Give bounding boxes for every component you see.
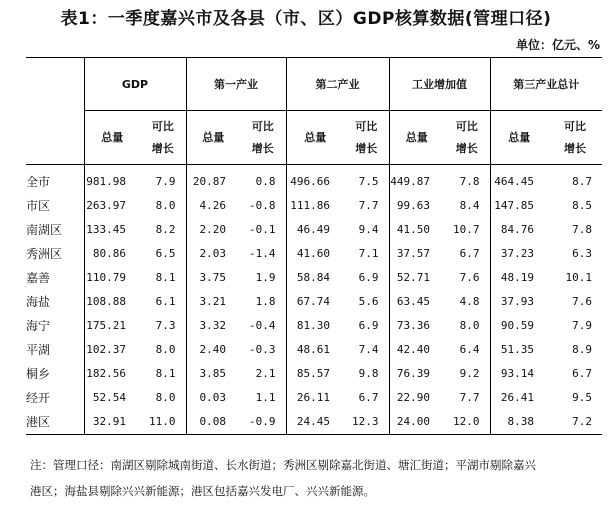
total-value: 496.66: [286, 165, 344, 194]
growth-value: -0.1: [249, 222, 276, 236]
growth-value: 7.6: [572, 295, 593, 309]
footnote-line: 港区；海盐县剔除兴兴新能源；港区包括嘉兴发电厂、兴兴新能源。: [30, 484, 375, 498]
total-value: 46.49: [286, 217, 344, 241]
growth-value: 9.2: [459, 367, 480, 381]
growth-value: -0.8: [249, 198, 276, 212]
region-name: 海宁: [26, 319, 51, 334]
total-value: 8.38: [490, 410, 548, 435]
table-row: [26, 193, 602, 217]
growth-value: -1.4: [249, 246, 276, 260]
total-value: 73.36: [389, 314, 444, 338]
growth-value: 10.7: [453, 222, 480, 236]
growth-value: 9.4: [358, 222, 379, 236]
growth-value: 1.1: [255, 391, 276, 405]
subheader-growth: 可比 增长: [344, 111, 389, 165]
total-value: 263.97: [84, 193, 140, 217]
growth-value: 8.5: [572, 198, 593, 212]
growth-value: 8.9: [572, 343, 593, 357]
total-value: 2.40: [186, 338, 240, 362]
growth-value: 8.0: [155, 391, 176, 405]
page-title: 表1：一季度嘉兴市及各县（市、区）GDP核算数据(管理口径): [60, 9, 552, 29]
total-value: 76.39: [389, 362, 444, 386]
total-value: 93.14: [490, 362, 548, 386]
subheader-total: 总量: [389, 111, 444, 165]
total-value: 0.08: [186, 410, 240, 435]
table-row: [26, 289, 602, 313]
total-value: 24.45: [286, 410, 344, 435]
growth-value: 7.1: [358, 246, 379, 260]
growth-value: 12.3: [344, 410, 389, 435]
total-value: 52.71: [389, 265, 444, 289]
total-value: 20.87: [186, 165, 240, 194]
growth-value: 8.4: [459, 198, 480, 212]
growth-value: 7.7: [459, 391, 480, 405]
growth-value: 7.9: [155, 174, 176, 188]
table-row: [26, 265, 602, 289]
group-header-tertiary: 第三产业总计: [490, 58, 602, 111]
growth-value: 6.9: [358, 270, 379, 284]
growth-value: 9.8: [358, 367, 379, 381]
total-value: 80.86: [84, 241, 140, 265]
total-value: 133.45: [84, 217, 140, 241]
growth-value: 7.8: [572, 222, 593, 236]
region-name: 桐乡: [26, 367, 51, 382]
growth-value: 6.9: [358, 319, 379, 333]
growth-value: 11.0: [140, 410, 186, 435]
table-row: [26, 338, 602, 362]
growth-value: 6.7: [572, 367, 593, 381]
table-row: [26, 165, 602, 194]
growth-value: 8.0: [459, 319, 480, 333]
table-row: [26, 241, 602, 265]
total-value: 182.56: [84, 362, 140, 386]
region-name: 港区: [26, 410, 84, 435]
subheader-total: 总量: [286, 111, 344, 165]
region-name: 南湖区: [26, 222, 63, 237]
growth-value: 8.0: [155, 198, 176, 212]
total-value: 24.00: [389, 410, 444, 435]
growth-value: 5.6: [358, 295, 379, 309]
growth-value: 6.7: [459, 246, 480, 260]
growth-value: 8.2: [155, 222, 176, 236]
total-value: 108.88: [84, 289, 140, 313]
growth-value: 1.9: [255, 270, 276, 284]
total-value: 37.93: [490, 289, 548, 313]
growth-value: 6.7: [358, 391, 379, 405]
total-value: 85.57: [286, 362, 344, 386]
total-value: 2.20: [186, 217, 240, 241]
growth-value: 8.0: [155, 343, 176, 357]
growth-value: 6.1: [155, 295, 176, 309]
growth-value: 7.6: [459, 270, 480, 284]
growth-value: 7.9: [572, 319, 593, 333]
total-value: 41.60: [286, 241, 344, 265]
growth-value: 7.2: [548, 410, 602, 435]
total-value: 48.19: [490, 265, 548, 289]
group-header-primary: 第一产业: [186, 58, 286, 111]
subheader-total: 总量: [186, 111, 240, 165]
total-value: 4.26: [186, 193, 240, 217]
total-value: 147.85: [490, 193, 548, 217]
total-value: 42.40: [389, 338, 444, 362]
region-name: 平湖: [26, 343, 51, 358]
total-value: 102.37: [84, 338, 140, 362]
total-value: 0.03: [186, 386, 240, 410]
growth-value: 7.8: [459, 174, 480, 188]
footnote-line: 注：管理口径：南湖区剔除城南街道、长水街道；秀洲区剔除嘉北街道、塘汇街道；平湖市剔除嘉兴: [30, 458, 536, 472]
footnote: [30, 452, 590, 504]
growth-value: 7.5: [358, 174, 379, 188]
region-name: 嘉善: [26, 270, 51, 285]
gdp-table: [26, 57, 602, 435]
total-value: 22.90: [389, 386, 444, 410]
total-value: 84.76: [490, 217, 548, 241]
group-header-industry: 工业增加值: [389, 58, 490, 111]
growth-value: 7.7: [358, 198, 379, 212]
growth-value: -0.4: [249, 319, 276, 333]
total-value: 52.54: [84, 386, 140, 410]
total-value: 3.21: [186, 289, 240, 313]
total-value: 51.35: [490, 338, 548, 362]
region-name: 海盐: [26, 295, 51, 310]
total-value: 464.45: [490, 165, 548, 194]
subheader-growth: 可比 增长: [240, 111, 286, 165]
growth-value: -0.3: [249, 343, 276, 357]
subheader-growth: 可比 增长: [140, 111, 186, 165]
growth-value: 2.1: [255, 367, 276, 381]
total-value: 99.63: [389, 193, 444, 217]
growth-value: 12.0: [444, 410, 490, 435]
growth-value: 6.4: [459, 343, 480, 357]
total-value: 41.50: [389, 217, 444, 241]
subheader-total: 总量: [490, 111, 548, 165]
total-value: 981.98: [84, 165, 140, 194]
total-value: 3.75: [186, 265, 240, 289]
growth-value: -0.9: [240, 410, 286, 435]
growth-value: 4.8: [459, 295, 480, 309]
total-value: 449.87: [389, 165, 444, 194]
region-name: 市区: [26, 198, 51, 213]
table-row: [26, 362, 602, 386]
total-value: 26.11: [286, 386, 344, 410]
total-value: 2.03: [186, 241, 240, 265]
total-value: 81.30: [286, 314, 344, 338]
growth-value: 10.1: [565, 270, 593, 284]
total-value: 3.32: [186, 314, 240, 338]
growth-value: 8.1: [155, 367, 176, 381]
total-value: 58.84: [286, 265, 344, 289]
total-value: 32.91: [84, 410, 140, 435]
total-value: 37.23: [490, 241, 548, 265]
table-row: [26, 314, 602, 338]
growth-value: 0.8: [255, 174, 276, 188]
total-value: 175.21: [84, 314, 140, 338]
total-value: 26.41: [490, 386, 548, 410]
growth-value: 1.8: [255, 295, 276, 309]
growth-value: 7.3: [155, 319, 176, 333]
total-value: 48.61: [286, 338, 344, 362]
subheader-total: 总量: [84, 111, 140, 165]
table-row: [26, 386, 602, 410]
subheader-growth: 可比 增长: [444, 111, 490, 165]
total-value: 67.74: [286, 289, 344, 313]
total-value: 63.45: [389, 289, 444, 313]
group-header-gdp: GDP: [84, 58, 186, 111]
total-value: 111.86: [286, 193, 344, 217]
table-row: [26, 410, 602, 435]
growth-value: 7.4: [358, 343, 379, 357]
growth-value: 6.3: [572, 246, 593, 260]
region-name: 秀洲区: [26, 246, 63, 261]
subheader-growth: 可比 增长: [548, 111, 602, 165]
table-row: [26, 217, 602, 241]
growth-value: 6.5: [155, 246, 176, 260]
corner-cell: [26, 58, 84, 165]
unit-label: 单位：亿元、%: [515, 38, 600, 52]
total-value: 110.79: [84, 265, 140, 289]
region-name: 全市: [26, 174, 51, 189]
total-value: 37.57: [389, 241, 444, 265]
growth-value: 9.5: [572, 391, 593, 405]
total-value: 90.59: [490, 314, 548, 338]
total-value: 3.85: [186, 362, 240, 386]
group-header-secondary: 第二产业: [286, 58, 389, 111]
growth-value: 8.1: [155, 270, 176, 284]
growth-value: 8.7: [572, 174, 593, 188]
region-name: 经开: [26, 391, 51, 406]
